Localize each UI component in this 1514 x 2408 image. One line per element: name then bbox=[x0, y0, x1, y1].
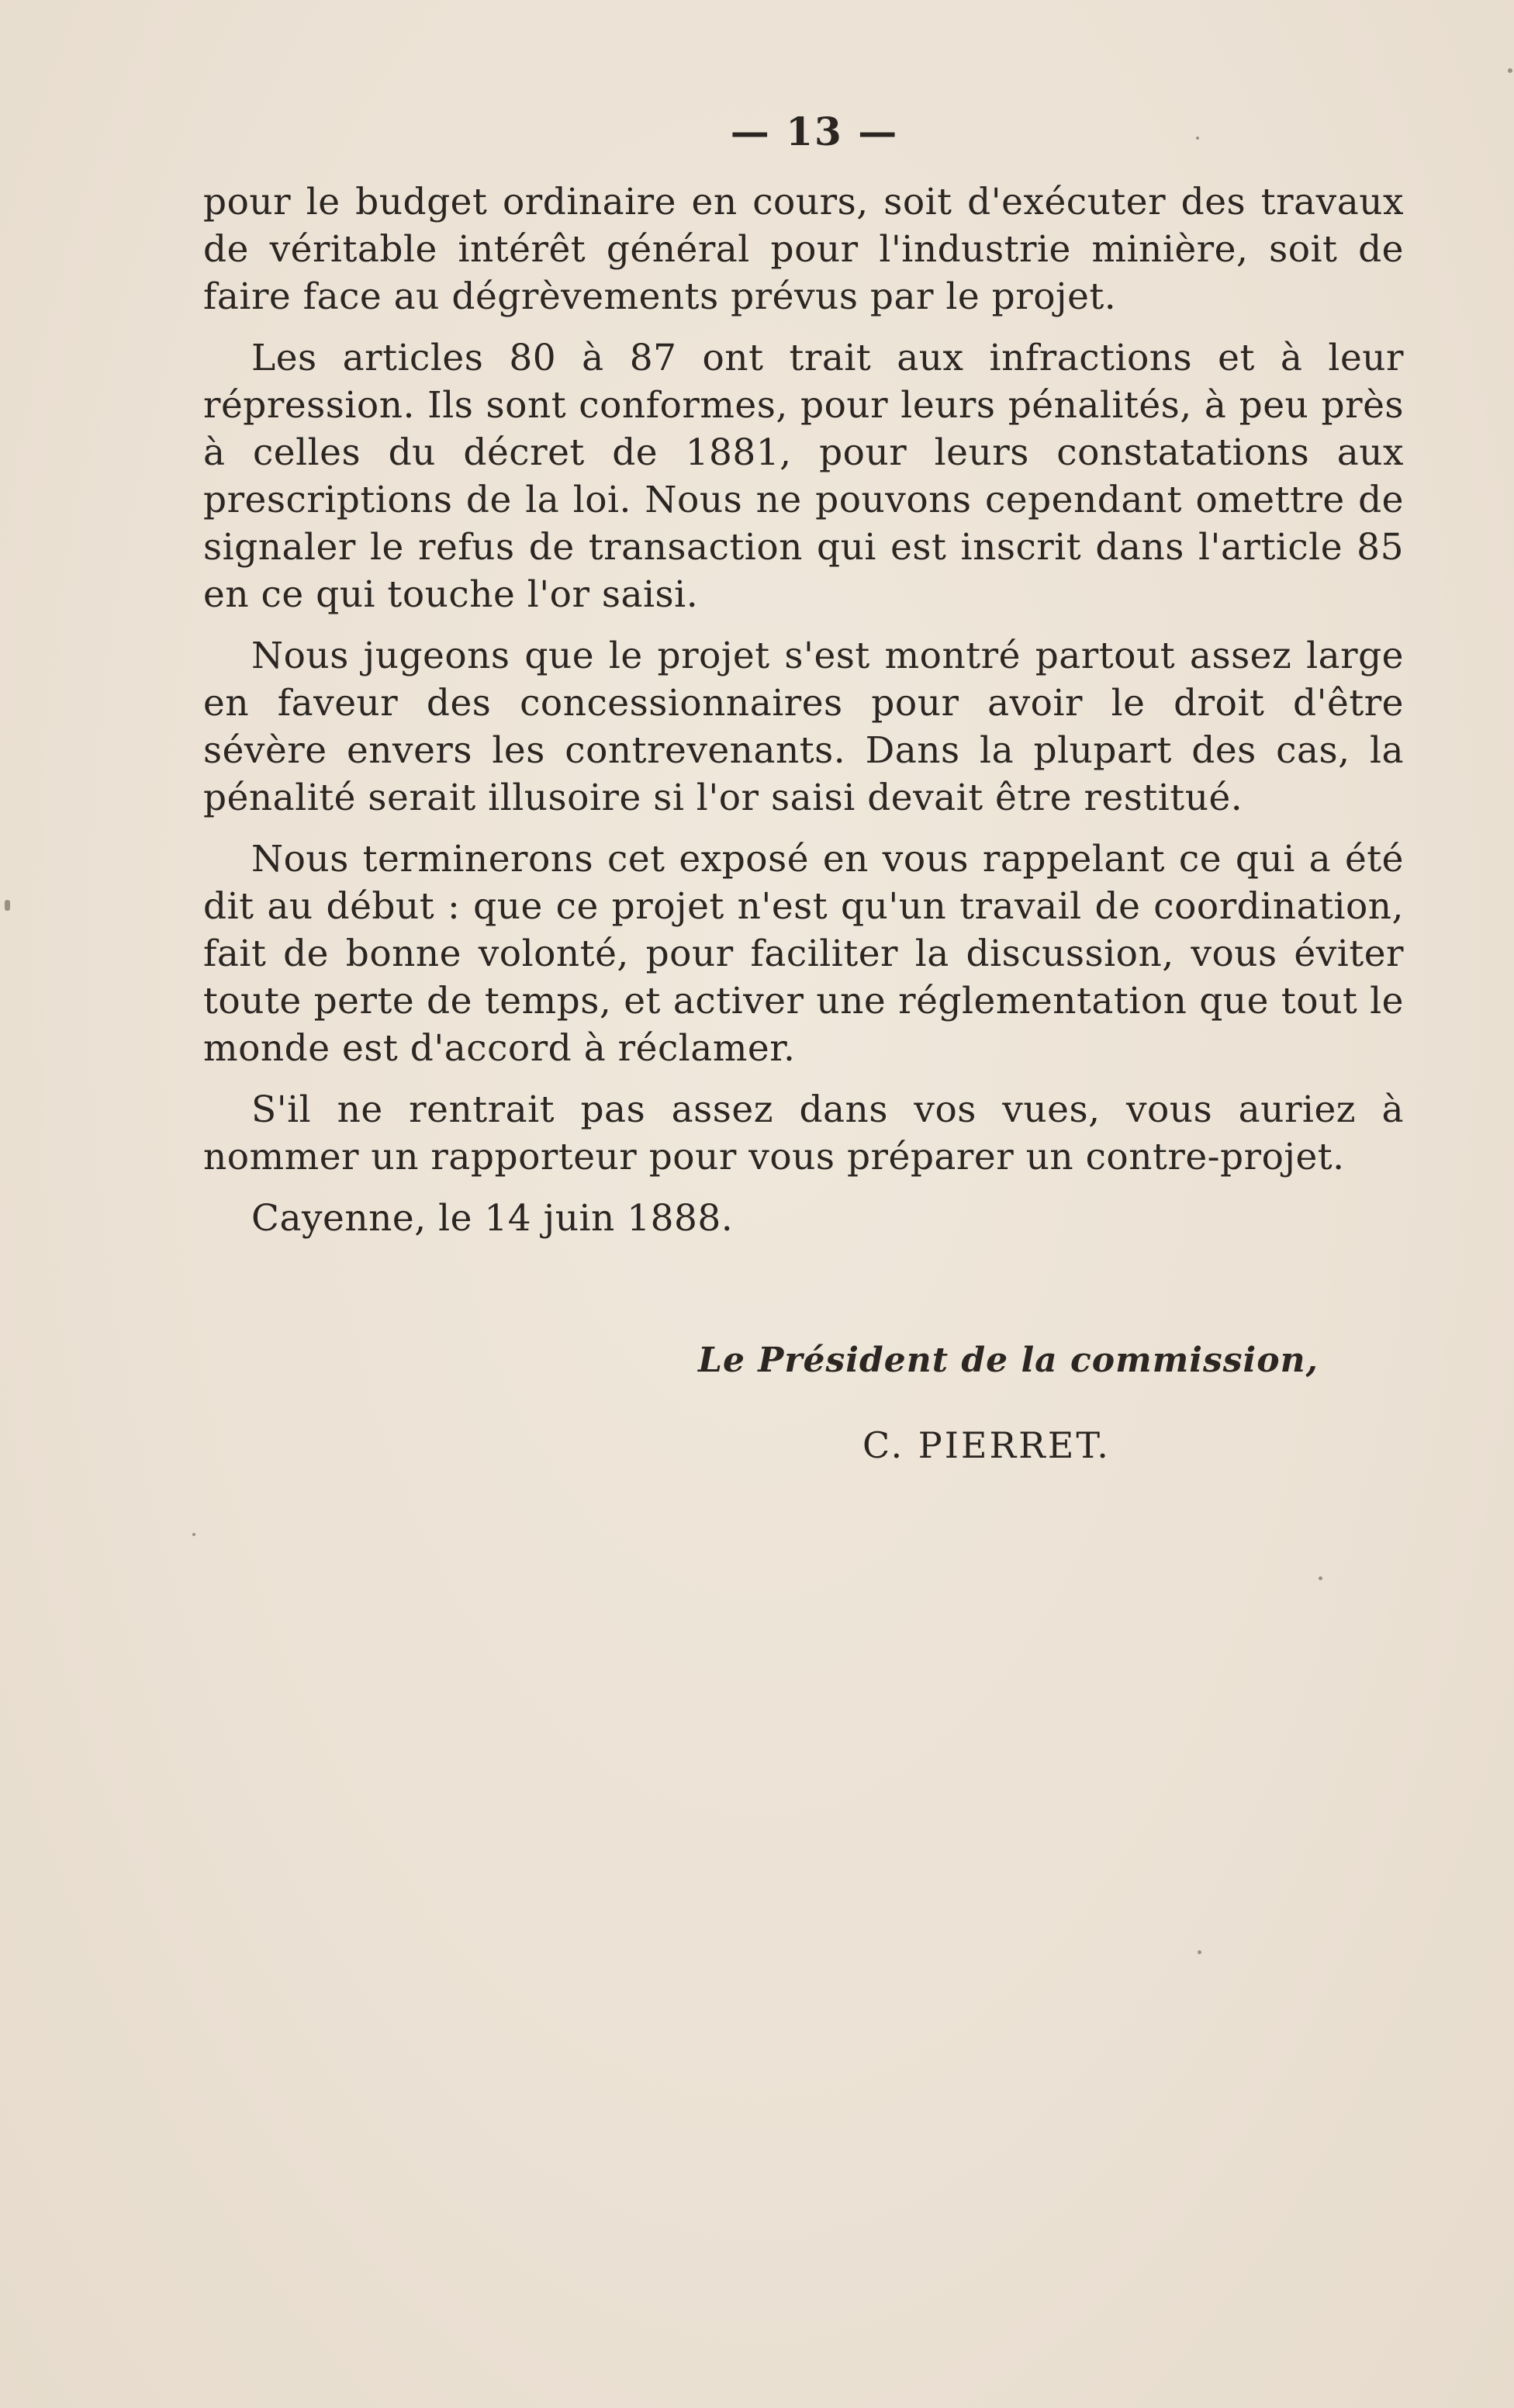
paragraph-5: S'il ne rentrait pas assez dans vos vues, vous auriez à nommer un rapporteur pour vous préparer un contre-projet. bbox=[203, 1088, 1404, 1178]
paragraph-1: pour le budget ordinaire en cours, soit d'exécuter des travaux de véritable intérêt général pour l'industrie minière, soit de faire face au dégrèvements prévus par le projet. bbox=[203, 181, 1404, 318]
print-speck bbox=[192, 1533, 195, 1536]
print-speck bbox=[1198, 1950, 1201, 1954]
print-speck bbox=[5, 900, 10, 911]
print-speck bbox=[1508, 68, 1512, 73]
signature-title: Le Président de la commission, bbox=[698, 1341, 1319, 1380]
print-speck bbox=[1196, 137, 1199, 140]
page-number: — 13 — bbox=[730, 109, 899, 154]
signature-name: C. PIERRET. bbox=[862, 1424, 1111, 1466]
paragraph-4: Nous terminerons cet exposé en vous rappelant ce qui a été dit au début : que ce projet n'est qu'un travail de coordination, fait de bonne volonté, pour faciliter la discussion, vous éviter toute perte de temps, et activer une réglementation que tout le monde est d'accord à réclamer. bbox=[203, 838, 1404, 1070]
paragraph-2: Les articles 80 à 87 ont trait aux infractions et à leur répression. Ils sont conformes, pour leurs pénalités, à peu près à celles du décret de 1881, pour leurs constatations aux prescriptions de la loi. Nous ne pouvons cependant omettre de signaler le refus de transaction qui est inscrit dans l'article 85 en ce qui touche l'or saisi. bbox=[203, 337, 1404, 616]
print-speck bbox=[1319, 1576, 1322, 1580]
paragraph-3: Nous jugeons que le projet s'est montré partout assez large en faveur des concessionnaires pour avoir le droit d'être sévère envers les contrevenants. Dans la plupart des cas, la pénalité serait illusoire si l'or saisi devait être restitué. bbox=[203, 635, 1404, 819]
date-line: Cayenne, le 14 juin 1888. bbox=[251, 1197, 734, 1240]
document-body bbox=[203, 178, 1404, 1256]
